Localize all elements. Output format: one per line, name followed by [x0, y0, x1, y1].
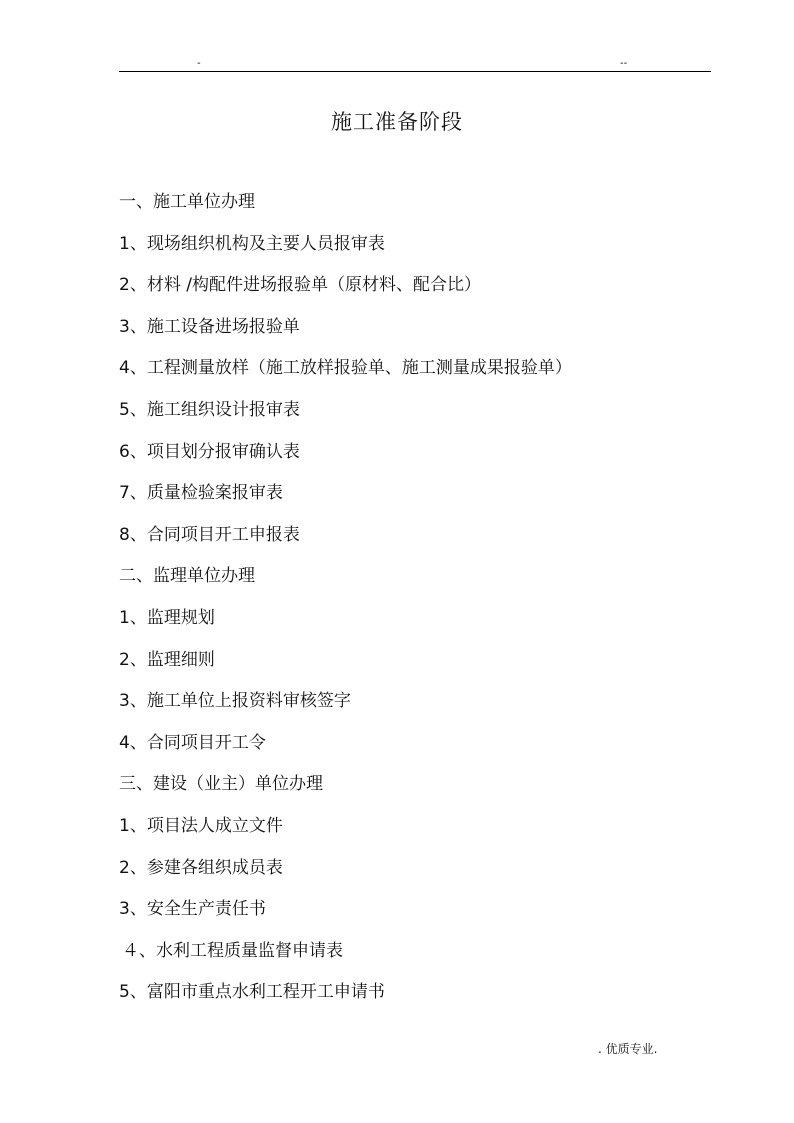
- list-item: 1、监理规划: [119, 607, 215, 628]
- list-item: 6、项目划分报审确认表: [119, 441, 300, 462]
- list-item: 3、安全生产责任书: [119, 899, 266, 920]
- list-item: 4、合同项目开工令: [119, 732, 266, 753]
- list-item: 8、合同项目开工申报表: [119, 524, 300, 545]
- header-rule: [119, 71, 711, 72]
- list-item: 1、项目法人成立文件: [119, 815, 283, 836]
- list-item: 7、质量检验案报审表: [119, 483, 283, 504]
- list-item: 1、现场组织机构及主要人员报审表: [119, 233, 385, 254]
- list-item: 2、监理细则: [119, 649, 215, 670]
- list-item: 3、施工设备进场报验单: [119, 316, 300, 337]
- header-right-mark: --: [620, 58, 628, 69]
- list-item: ４、水利工程质量监督申请表: [122, 940, 343, 961]
- footer-text: . 优质专业.: [598, 1042, 658, 1056]
- header-left-mark: -: [197, 58, 201, 69]
- document-body: [119, 190, 719, 1022]
- section-heading-contractor: 一、施工单位办理: [119, 192, 255, 212]
- list-item: 4、工程测量放样（施工放样报验单、施工测量成果报验单）: [119, 358, 572, 379]
- section-heading-owner: 三、建设（业主）单位办理: [119, 774, 323, 795]
- list-item: 2、参建各组织成员表: [119, 857, 283, 878]
- section-heading-supervisor: 二、监理单位办理: [119, 566, 255, 587]
- list-item: 5、施工组织设计报审表: [119, 399, 300, 420]
- list-item: 2、材料 /构配件进场报验单（原材料、配合比）: [119, 275, 481, 296]
- list-item: 3、施工单位上报资料审核签字: [119, 691, 351, 712]
- page-title: 施工准备阶段: [331, 110, 463, 134]
- list-item: 5、富阳市重点水利工程开工申请书: [119, 982, 385, 1003]
